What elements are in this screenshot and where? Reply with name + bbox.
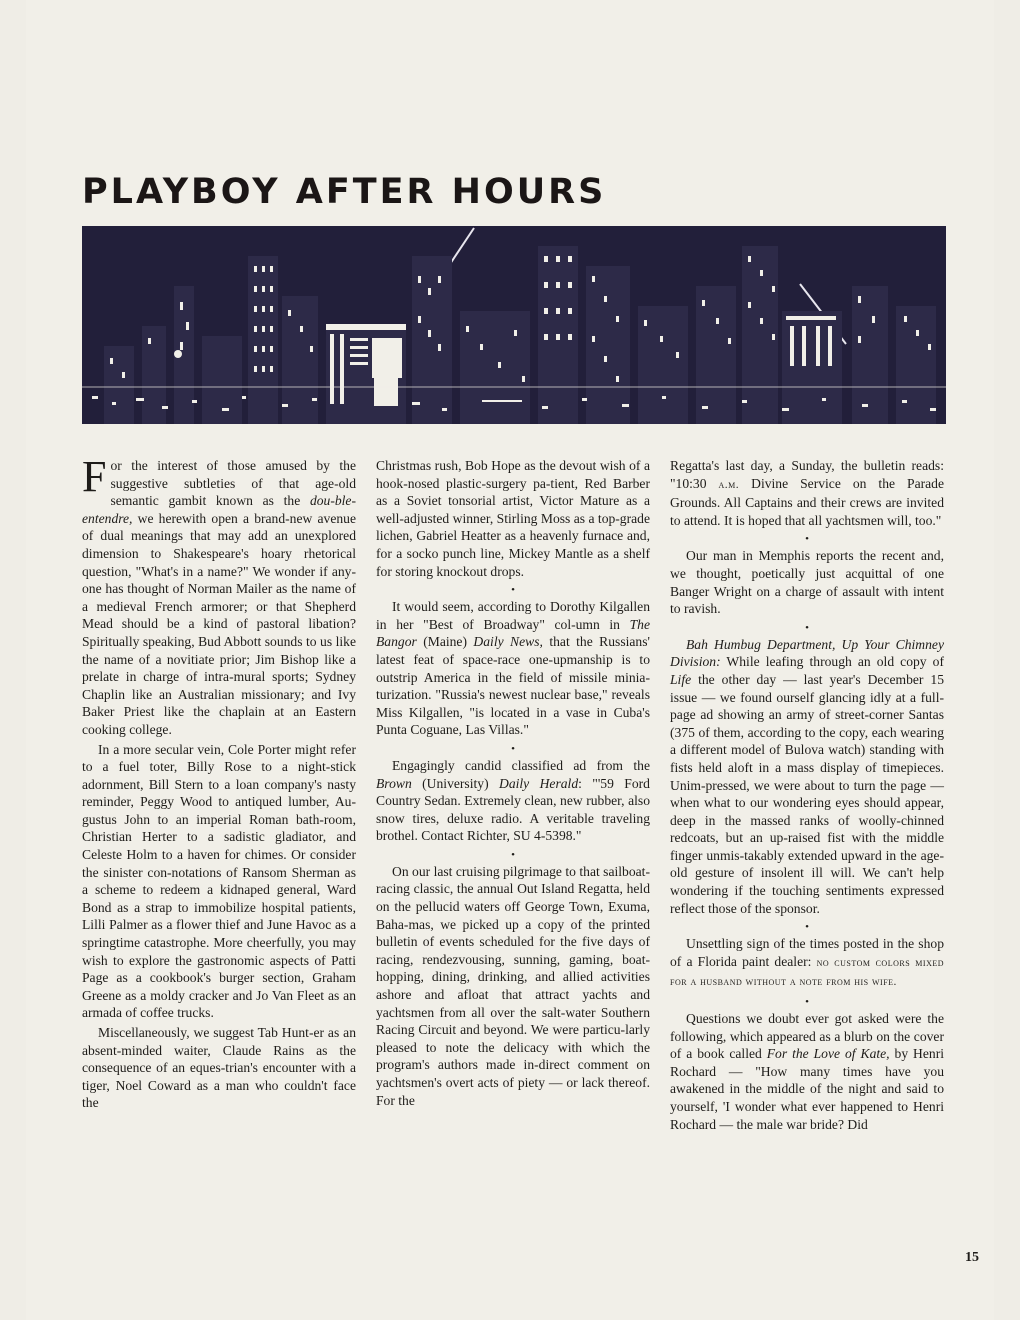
text-run: (University) <box>411 775 499 791</box>
section-divider-bullet: • <box>805 921 809 934</box>
paragraph: Our man in Memphis reports the recent and, we thought, poetically just acquittal of one Banger Wright on a charge of assault with intent to ravish. <box>670 548 944 617</box>
text-run: or the interest of those amused by the suggestive subtleties of that age-old semantic gambit known as the <box>110 458 356 509</box>
paragraph <box>670 1010 944 1133</box>
text-run: we herewith open a brand-new avenue of dual meanings that may add an unexplored dimension to Shakespeare's hoary rhetorical question, "What's in a name?" We wonder if any-one has thought of Norman Mailer as the name of a medieval French armorer; or that Shepherd Mead should be a kind of pastoral libation? Spiritually speaking, Bud Abbott sounds to us like the name of a novitiate prior; Jim Bishop like a prelate in charge of intra-mural sports; Sydney Chaplin like an Australian missionary; and Ivy Baker Priest like the chaplain at an Eastern cooking college. <box>82 510 356 737</box>
section-divider-bullet: • <box>511 584 515 597</box>
text-run: that the Russians' latest feat of space-race one-upmanship is to outstrip America in the field of missile minia-turization. "Russia's newest nuclear base," reveals Miss Kilgallen, "is located in a vase in Cuba's Punta Coguane, Las Villas." <box>376 634 650 738</box>
text-run: : "'59 Ford Country Sedan. Extremely clean, new rubber, also snow tires, deluxe radio. A veritable traveling brothel. Contact Richter, SU 4-5398." <box>376 775 650 844</box>
paragraph <box>670 935 944 992</box>
text-run: the other day — last year's December 15 issue — we found ourself glancing idly at a full-page ad showing an army of street-corner Santas (375 of them, according to the copy, each wearing a different model of Bulova watch) standing with fists held aloft in a mass display of timepieces. Unim-pressed, we were about to turn the page — when what to our wondering eyes should appear, deep in the massed ranks of woolly-chinned redcoats, but an up-raised fist with the middle finger unmis-takably extended upward in the age-old gesture of insolent ill will. We can't help wondering if the touching sentiments expressed reflect those of the sponsor. <box>670 671 944 916</box>
paragraph <box>670 636 944 918</box>
italic-text: Daily Herald <box>499 775 579 791</box>
text-run: Divine Service on the Parade Grounds. All Captains and their crews are invited to attend. It is hoped that all yachtsmen will, too." <box>670 475 944 528</box>
article-column-3 <box>670 457 944 1135</box>
page-number: 15 <box>965 1250 979 1265</box>
text-run: Unsettling sign of the times posted in the shop of a Florida paint dealer: <box>670 936 944 969</box>
italic-text: The Bangor <box>376 616 650 650</box>
section-divider-bullet: • <box>511 742 515 755</box>
text-run: Questions we doubt ever got asked were the following, which appeared as a blurb on the cover of a book called <box>670 1011 944 1062</box>
section-headline: PLAYBOY AFTER HOURS <box>82 172 607 212</box>
text-run: It would seem, according to Dorothy Kilgallen in her "Best of Broadway" col-umn in <box>376 599 650 632</box>
paragraph: Christmas rush, Bob Hope as the devout wish of a hook-nosed plastic-surgery pa-tient, Red Barber as a Soviet tonsorial artist, Victor Mature as a well-adjusted winner, Stirling Moss as a top-grade lichen, Gabriel Heatter as a heavenly furnace and, for a socko punch line, Mickey Mantle as a shelf for storing knockout drops. <box>376 458 650 579</box>
section-divider-bullet: • <box>805 996 809 1009</box>
small-caps-text: no custom colors mixed for a husband without a note from his wife. <box>670 956 945 989</box>
paragraph: In a more secular vein, Cole Porter might refer to a fuel toter, Billy Rose to a night-stick adornment, Bill Stern to a loan company's nasty reminder, Peggy Wood to antiqued lumber, Au-gustus John to an imperial Roman bath-room, Christian Herter to a sadistic gladiator, and Celeste Holm to a haven for chimes. Or consider the sinister con-notations of Ransom Sherman as a scheme to redeem a kidnaped general, Ward Bond as a strap to immobilize hospital patients, Lilli Palmer as a flower thief and June Havoc as a springtime catastrophe. More cheerfully, you may wish to explore the gastronomic aspects of Patti Page as a cookbook's burger section, Graham Greene as a moldy cracker and Jo Van Fleet as an armada of coffee trucks. <box>82 741 356 1021</box>
paragraph: On our last cruising pilgrimage to that sailboat-racing classic, the annual Out Island Regatta, held on the pellucid waters off George Town, Exuma, Baha-mas, we picked up a copy of the printed bulletin of events scheduled for the five days of racing, rendezvousing, sunning, gaming, boat-hopping, dining, drinking, and allied activities ashore and afloat that attract yachts and yachtsmen from all over the salt-water Southern Racing Circuit and beyond. We were particu-larly pleased to note the delicacy with which the program's authors made in-direct comment on yachtsmen's overt acts of piety — or lack thereof. For the <box>376 863 650 1108</box>
small-caps-text: a.m. <box>718 478 740 491</box>
drop-cap: F <box>82 452 107 501</box>
paragraph <box>82 452 356 739</box>
article-column-1 <box>82 452 356 1114</box>
section-divider-bullet: • <box>805 533 809 546</box>
italic-text: Bah Humbug Department, Up Your Chimney Division: <box>670 636 944 670</box>
section-divider-bullet: • <box>805 621 809 634</box>
italic-text: dou-ble-entendre, <box>82 493 356 526</box>
italic-text: Daily News, <box>473 634 543 650</box>
paragraph <box>376 757 650 845</box>
section-divider-bullet: • <box>511 848 515 861</box>
text-run: Regatta's last day, a Sunday, the bulletin reads: "10:30 <box>670 458 944 491</box>
text-run: (Maine) <box>416 634 474 650</box>
text-run: While leafing through an old copy of <box>720 654 944 670</box>
city-skyline-night-illustration <box>82 226 946 424</box>
paragraph <box>376 598 650 739</box>
italic-text: Life <box>670 671 692 687</box>
text-run: Engagingly candid classified ad from the <box>392 757 650 773</box>
paragraph: Miscellaneously, we suggest Tab Hunt-er as an absent-minded waiter, Claude Rains as the consequence of an eques-trian's encounter with a tiger, Noel Coward as a man who couldn't face the <box>82 1025 356 1111</box>
text-run: by Henri Rochard — "How many times have you awakened in the middle of the night and said to yourself, 'I wonder what ever happened to Henri Rochard — the male war bride? Did <box>670 1046 944 1132</box>
article-column-2 <box>376 457 650 1111</box>
paragraph <box>670 457 944 529</box>
italic-text: Brown <box>376 775 412 791</box>
italic-text: For the Love of Kate, <box>766 1046 890 1062</box>
